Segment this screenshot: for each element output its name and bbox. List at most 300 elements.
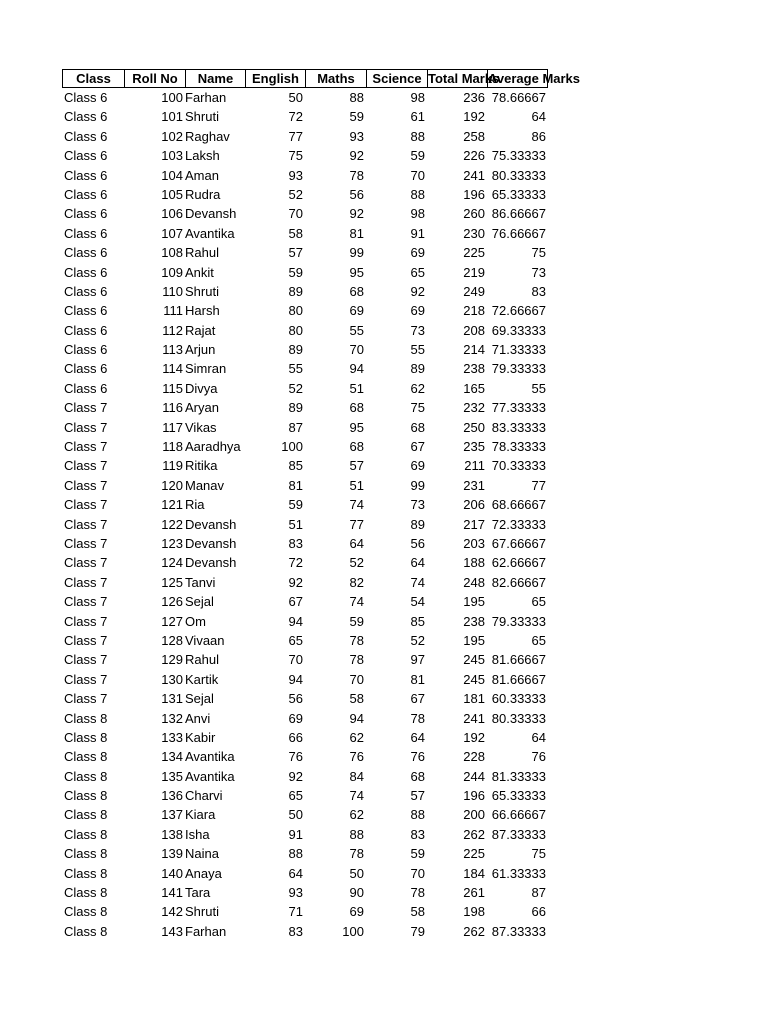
cell-total-marks[interactable]: 260: [463, 206, 485, 222]
cell-name[interactable]: Farhan: [185, 90, 227, 105]
cell-maths[interactable]: 78: [349, 846, 364, 862]
cell-class[interactable]: Class 7: [64, 613, 108, 629]
cell-class[interactable]: Class 6: [64, 225, 108, 241]
cell-total-marks[interactable]: 196: [463, 788, 485, 804]
cell-class[interactable]: Class 8: [64, 768, 108, 784]
cell-total-marks[interactable]: 192: [463, 109, 485, 125]
cell-english[interactable]: 75: [288, 148, 303, 164]
cell-total-marks[interactable]: 232: [463, 400, 485, 416]
cell-maths[interactable]: 62: [349, 729, 364, 745]
cell-maths[interactable]: 90: [349, 885, 364, 901]
cell-maths[interactable]: 88: [349, 90, 364, 105]
cell-roll-no[interactable]: 126: [161, 594, 183, 610]
cell-name[interactable]: Avantika: [185, 768, 235, 784]
cell-average-marks[interactable]: 83.33333: [491, 419, 546, 435]
cell-english[interactable]: 70: [288, 652, 303, 668]
cell-english[interactable]: 72: [288, 555, 303, 571]
cell-average-marks[interactable]: 72.33333: [491, 516, 546, 532]
cell-science[interactable]: 69: [410, 458, 425, 474]
cell-english[interactable]: 55: [288, 361, 303, 377]
cell-name[interactable]: Rudra: [185, 186, 221, 202]
cell-name[interactable]: Isha: [185, 826, 210, 842]
cell-name[interactable]: Shruti: [185, 109, 219, 125]
cell-class[interactable]: Class 6: [64, 148, 108, 164]
cell-total-marks[interactable]: 250: [463, 419, 485, 435]
cell-science[interactable]: 55: [410, 342, 425, 358]
cell-roll-no[interactable]: 103: [161, 148, 183, 164]
cell-maths[interactable]: 93: [349, 128, 364, 144]
cell-class[interactable]: Class 7: [64, 419, 108, 435]
cell-name[interactable]: Rahul: [185, 245, 219, 261]
cell-name[interactable]: Manav: [185, 477, 225, 493]
cell-total-marks[interactable]: 262: [463, 826, 485, 842]
header-science[interactable]: Science: [367, 70, 428, 87]
cell-total-marks[interactable]: 200: [463, 807, 485, 823]
cell-roll-no[interactable]: 127: [161, 613, 183, 629]
cell-name[interactable]: Avantika: [185, 749, 235, 765]
cell-name[interactable]: Devansh: [185, 206, 237, 222]
cell-total-marks[interactable]: 245: [463, 652, 485, 668]
cell-class[interactable]: Class 6: [64, 109, 108, 125]
cell-roll-no[interactable]: 129: [161, 652, 183, 668]
cell-science[interactable]: 88: [410, 186, 425, 202]
cell-maths[interactable]: 76: [349, 749, 364, 765]
cell-science[interactable]: 99: [410, 477, 425, 493]
cell-maths[interactable]: 68: [349, 439, 364, 455]
cell-name[interactable]: Laksh: [185, 148, 220, 164]
cell-roll-no[interactable]: 109: [161, 264, 183, 280]
cell-average-marks[interactable]: 65.33333: [491, 186, 546, 202]
cell-name[interactable]: Vivaan: [185, 632, 225, 648]
cell-maths[interactable]: 92: [349, 206, 364, 222]
header-name[interactable]: Name: [186, 70, 246, 87]
cell-average-marks[interactable]: 55: [531, 380, 546, 396]
cell-average-marks[interactable]: 78.33333: [491, 439, 546, 455]
cell-name[interactable]: Kabir: [185, 729, 216, 745]
cell-name[interactable]: Naina: [185, 846, 219, 862]
cell-total-marks[interactable]: 228: [463, 749, 485, 765]
cell-maths[interactable]: 59: [349, 613, 364, 629]
cell-average-marks[interactable]: 76: [531, 749, 546, 765]
cell-total-marks[interactable]: 258: [463, 128, 485, 144]
cell-english[interactable]: 89: [288, 283, 303, 299]
cell-average-marks[interactable]: 83: [531, 283, 546, 299]
cell-science[interactable]: 73: [410, 322, 425, 338]
cell-total-marks[interactable]: 238: [463, 361, 485, 377]
cell-english[interactable]: 80: [288, 303, 303, 319]
cell-total-marks[interactable]: 195: [463, 594, 485, 610]
cell-average-marks[interactable]: 77.33333: [491, 400, 546, 416]
cell-class[interactable]: Class 8: [64, 826, 108, 842]
cell-class[interactable]: Class 6: [64, 342, 108, 358]
cell-name[interactable]: Anvi: [185, 710, 211, 726]
cell-average-marks[interactable]: 81.33333: [491, 768, 546, 784]
cell-roll-no[interactable]: 132: [161, 710, 183, 726]
cell-science[interactable]: 68: [410, 419, 425, 435]
cell-name[interactable]: Aman: [185, 167, 219, 183]
cell-class[interactable]: Class 6: [64, 264, 108, 280]
cell-science[interactable]: 83: [410, 826, 425, 842]
cell-average-marks[interactable]: 65: [531, 632, 546, 648]
cell-name[interactable]: Ria: [185, 497, 205, 513]
cell-average-marks[interactable]: 79.33333: [491, 361, 546, 377]
cell-science[interactable]: 69: [410, 303, 425, 319]
cell-total-marks[interactable]: 195: [463, 632, 485, 648]
cell-science[interactable]: 61: [410, 109, 425, 125]
cell-roll-no[interactable]: 108: [161, 245, 183, 261]
cell-roll-no[interactable]: 112: [162, 322, 183, 338]
cell-average-marks[interactable]: 65: [531, 594, 546, 610]
cell-english[interactable]: 83: [288, 535, 303, 551]
cell-total-marks[interactable]: 165: [463, 380, 485, 396]
cell-class[interactable]: Class 7: [64, 497, 108, 513]
cell-english[interactable]: 58: [288, 225, 303, 241]
cell-english[interactable]: 51: [288, 516, 303, 532]
cell-science[interactable]: 74: [410, 574, 425, 590]
cell-average-marks[interactable]: 72.66667: [491, 303, 546, 319]
cell-total-marks[interactable]: 261: [463, 885, 485, 901]
cell-class[interactable]: Class 8: [64, 749, 108, 765]
cell-roll-no[interactable]: 131: [161, 691, 183, 707]
cell-english[interactable]: 80: [288, 322, 303, 338]
cell-science[interactable]: 89: [410, 361, 425, 377]
cell-average-marks[interactable]: 75.33333: [491, 148, 546, 164]
cell-maths[interactable]: 64: [349, 535, 364, 551]
cell-class[interactable]: Class 6: [64, 128, 108, 144]
cell-roll-no[interactable]: 124: [161, 555, 183, 571]
cell-class[interactable]: Class 7: [64, 516, 108, 532]
cell-science[interactable]: 54: [410, 594, 425, 610]
cell-average-marks[interactable]: 60.33333: [491, 691, 546, 707]
cell-class[interactable]: Class 6: [64, 245, 108, 261]
cell-maths[interactable]: 78: [349, 652, 364, 668]
cell-english[interactable]: 52: [288, 380, 303, 396]
cell-roll-no[interactable]: 139: [161, 846, 183, 862]
cell-class[interactable]: Class 6: [64, 206, 108, 222]
cell-english[interactable]: 56: [288, 691, 303, 707]
cell-total-marks[interactable]: 235: [463, 439, 485, 455]
cell-roll-no[interactable]: 134: [161, 749, 183, 765]
cell-total-marks[interactable]: 188: [463, 555, 485, 571]
cell-science[interactable]: 89: [410, 516, 425, 532]
cell-maths[interactable]: 69: [349, 303, 364, 319]
cell-average-marks[interactable]: 76.66667: [491, 225, 546, 241]
cell-total-marks[interactable]: 203: [463, 535, 485, 551]
cell-roll-no[interactable]: 113: [162, 342, 183, 358]
cell-name[interactable]: Shruti: [185, 904, 219, 920]
cell-class[interactable]: Class 7: [64, 477, 108, 493]
cell-average-marks[interactable]: 87.33333: [491, 923, 546, 939]
cell-english[interactable]: 83: [288, 923, 303, 939]
cell-roll-no[interactable]: 111: [163, 303, 183, 319]
cell-name[interactable]: Rahul: [185, 652, 219, 668]
cell-total-marks[interactable]: 236: [463, 90, 485, 105]
cell-total-marks[interactable]: 206: [463, 497, 485, 513]
cell-name[interactable]: Simran: [185, 361, 227, 377]
cell-science[interactable]: 62: [410, 380, 425, 396]
cell-maths[interactable]: 56: [349, 186, 364, 202]
cell-class[interactable]: Class 8: [64, 729, 108, 745]
cell-total-marks[interactable]: 192: [463, 729, 485, 745]
cell-science[interactable]: 76: [410, 749, 425, 765]
cell-maths[interactable]: 78: [349, 167, 364, 183]
cell-name[interactable]: Kiara: [185, 807, 216, 823]
cell-science[interactable]: 70: [410, 865, 425, 881]
cell-roll-no[interactable]: 106: [161, 206, 183, 222]
cell-class[interactable]: Class 8: [64, 788, 108, 804]
cell-roll-no[interactable]: 118: [162, 439, 183, 455]
cell-class[interactable]: Class 8: [64, 807, 108, 823]
cell-total-marks[interactable]: 214: [463, 342, 485, 358]
cell-average-marks[interactable]: 62.66667: [491, 555, 546, 571]
cell-class[interactable]: Class 8: [64, 885, 108, 901]
cell-roll-no[interactable]: 136: [161, 788, 183, 804]
cell-maths[interactable]: 78: [349, 632, 364, 648]
cell-name[interactable]: Rajat: [185, 322, 216, 338]
cell-total-marks[interactable]: 211: [464, 458, 485, 474]
cell-total-marks[interactable]: 225: [463, 245, 485, 261]
cell-average-marks[interactable]: 78.66667: [491, 90, 546, 105]
cell-science[interactable]: 85: [410, 613, 425, 629]
cell-english[interactable]: 92: [288, 574, 303, 590]
cell-science[interactable]: 69: [410, 245, 425, 261]
cell-average-marks[interactable]: 87: [531, 885, 546, 901]
cell-average-marks[interactable]: 81.66667: [491, 652, 546, 668]
cell-name[interactable]: Kartik: [185, 671, 219, 687]
cell-science[interactable]: 92: [410, 283, 425, 299]
cell-science[interactable]: 78: [410, 885, 425, 901]
cell-roll-no[interactable]: 130: [161, 671, 183, 687]
cell-maths[interactable]: 88: [349, 826, 364, 842]
cell-english[interactable]: 65: [288, 788, 303, 804]
cell-class[interactable]: Class 6: [64, 322, 108, 338]
cell-total-marks[interactable]: 241: [463, 167, 485, 183]
cell-average-marks[interactable]: 64: [531, 729, 546, 745]
cell-maths[interactable]: 92: [349, 148, 364, 164]
cell-average-marks[interactable]: 68.66667: [491, 497, 546, 513]
cell-maths[interactable]: 70: [349, 342, 364, 358]
cell-maths[interactable]: 62: [349, 807, 364, 823]
cell-roll-no[interactable]: 142: [161, 904, 183, 920]
cell-class[interactable]: Class 7: [64, 691, 108, 707]
header-maths[interactable]: Maths: [306, 70, 367, 87]
cell-maths[interactable]: 68: [349, 283, 364, 299]
cell-maths[interactable]: 52: [349, 555, 364, 571]
cell-science[interactable]: 78: [410, 710, 425, 726]
cell-english[interactable]: 94: [288, 613, 303, 629]
cell-maths[interactable]: 84: [349, 768, 364, 784]
cell-name[interactable]: Devansh: [185, 555, 237, 571]
cell-name[interactable]: Vikas: [185, 419, 217, 435]
cell-science[interactable]: 81: [410, 671, 425, 687]
cell-science[interactable]: 52: [410, 632, 425, 648]
cell-class[interactable]: Class 6: [64, 303, 108, 319]
cell-english[interactable]: 89: [288, 342, 303, 358]
cell-science[interactable]: 57: [410, 788, 425, 804]
cell-class[interactable]: Class 6: [64, 361, 108, 377]
cell-english[interactable]: 100: [281, 439, 303, 455]
cell-roll-no[interactable]: 141: [161, 885, 183, 901]
cell-average-marks[interactable]: 77: [531, 477, 546, 493]
cell-maths[interactable]: 51: [349, 380, 364, 396]
cell-english[interactable]: 50: [288, 90, 303, 105]
cell-science[interactable]: 88: [410, 807, 425, 823]
cell-english[interactable]: 94: [288, 671, 303, 687]
cell-roll-no[interactable]: 123: [161, 535, 183, 551]
cell-class[interactable]: Class 7: [64, 458, 108, 474]
cell-english[interactable]: 57: [288, 245, 303, 261]
cell-total-marks[interactable]: 249: [463, 283, 485, 299]
cell-total-marks[interactable]: 245: [463, 671, 485, 687]
cell-total-marks[interactable]: 196: [463, 186, 485, 202]
cell-english[interactable]: 76: [288, 749, 303, 765]
cell-class[interactable]: Class 7: [64, 632, 108, 648]
cell-class[interactable]: Class 7: [64, 535, 108, 551]
cell-average-marks[interactable]: 75: [531, 245, 546, 261]
cell-maths[interactable]: 74: [349, 788, 364, 804]
cell-average-marks[interactable]: 69.33333: [491, 322, 546, 338]
cell-science[interactable]: 88: [410, 128, 425, 144]
cell-name[interactable]: Aryan: [185, 400, 219, 416]
cell-class[interactable]: Class 8: [64, 865, 108, 881]
cell-total-marks[interactable]: 230: [463, 225, 485, 241]
cell-science[interactable]: 68: [410, 768, 425, 784]
cell-maths[interactable]: 58: [349, 691, 364, 707]
cell-science[interactable]: 70: [410, 167, 425, 183]
cell-maths[interactable]: 57: [349, 458, 364, 474]
cell-average-marks[interactable]: 80.33333: [491, 167, 546, 183]
cell-roll-no[interactable]: 140: [161, 865, 183, 881]
cell-english[interactable]: 93: [288, 167, 303, 183]
cell-maths[interactable]: 50: [349, 865, 364, 881]
cell-average-marks[interactable]: 65.33333: [491, 788, 546, 804]
cell-english[interactable]: 66: [288, 729, 303, 745]
cell-average-marks[interactable]: 81.66667: [491, 671, 546, 687]
cell-name[interactable]: Tanvi: [185, 574, 216, 590]
cell-maths[interactable]: 95: [349, 419, 364, 435]
cell-science[interactable]: 98: [410, 90, 425, 105]
cell-total-marks[interactable]: 248: [463, 574, 485, 590]
cell-roll-no[interactable]: 104: [161, 167, 183, 183]
cell-science[interactable]: 65: [410, 264, 425, 280]
cell-science[interactable]: 64: [410, 555, 425, 571]
cell-average-marks[interactable]: 66: [531, 904, 546, 920]
cell-class[interactable]: Class 7: [64, 652, 108, 668]
cell-class[interactable]: Class 6: [64, 380, 108, 396]
cell-class[interactable]: Class 8: [64, 904, 108, 920]
cell-total-marks[interactable]: 198: [463, 904, 485, 920]
cell-english[interactable]: 59: [288, 497, 303, 513]
cell-maths[interactable]: 59: [349, 109, 364, 125]
cell-average-marks[interactable]: 73: [531, 264, 546, 280]
cell-science[interactable]: 56: [410, 535, 425, 551]
cell-total-marks[interactable]: 231: [463, 477, 485, 493]
cell-average-marks[interactable]: 82.66667: [491, 574, 546, 590]
cell-roll-no[interactable]: 128: [161, 632, 183, 648]
cell-science[interactable]: 97: [410, 652, 425, 668]
cell-maths[interactable]: 68: [349, 400, 364, 416]
cell-english[interactable]: 50: [288, 807, 303, 823]
cell-english[interactable]: 72: [288, 109, 303, 125]
cell-roll-no[interactable]: 137: [161, 807, 183, 823]
cell-roll-no[interactable]: 115: [162, 380, 183, 396]
cell-science[interactable]: 75: [410, 400, 425, 416]
cell-class[interactable]: Class 6: [64, 186, 108, 202]
cell-english[interactable]: 88: [288, 846, 303, 862]
cell-science[interactable]: 79: [410, 923, 425, 939]
cell-average-marks[interactable]: 75: [531, 846, 546, 862]
cell-class[interactable]: Class 7: [64, 400, 108, 416]
cell-name[interactable]: Shruti: [185, 283, 219, 299]
cell-english[interactable]: 77: [288, 128, 303, 144]
cell-class[interactable]: Class 8: [64, 710, 108, 726]
cell-total-marks[interactable]: 218: [463, 303, 485, 319]
cell-name[interactable]: Sejal: [185, 594, 214, 610]
cell-total-marks[interactable]: 181: [463, 691, 485, 707]
cell-maths[interactable]: 99: [349, 245, 364, 261]
cell-average-marks[interactable]: 86: [531, 128, 546, 144]
cell-maths[interactable]: 74: [349, 497, 364, 513]
cell-average-marks[interactable]: 64: [531, 109, 546, 125]
cell-name[interactable]: Tara: [185, 885, 211, 901]
cell-maths[interactable]: 51: [349, 477, 364, 493]
cell-total-marks[interactable]: 219: [463, 264, 485, 280]
cell-roll-no[interactable]: 102: [161, 128, 183, 144]
cell-class[interactable]: Class 7: [64, 555, 108, 571]
cell-science[interactable]: 59: [410, 846, 425, 862]
cell-english[interactable]: 92: [288, 768, 303, 784]
cell-average-marks[interactable]: 80.33333: [491, 710, 546, 726]
cell-english[interactable]: 59: [288, 264, 303, 280]
cell-roll-no[interactable]: 138: [161, 826, 183, 842]
cell-class[interactable]: Class 6: [64, 283, 108, 299]
cell-total-marks[interactable]: 241: [463, 710, 485, 726]
cell-total-marks[interactable]: 262: [463, 923, 485, 939]
cell-name[interactable]: Harsh: [185, 303, 220, 319]
cell-class[interactable]: Class 7: [64, 439, 108, 455]
cell-total-marks[interactable]: 238: [463, 613, 485, 629]
cell-english[interactable]: 67: [288, 594, 303, 610]
cell-roll-no[interactable]: 120: [161, 477, 183, 493]
cell-name[interactable]: Charvi: [185, 788, 223, 804]
cell-roll-no[interactable]: 121: [161, 497, 183, 513]
cell-average-marks[interactable]: 70.33333: [491, 458, 546, 474]
cell-name[interactable]: Ritika: [185, 458, 218, 474]
cell-name[interactable]: Aaradhya: [185, 439, 241, 455]
cell-class[interactable]: Class 8: [64, 846, 108, 862]
cell-name[interactable]: Om: [185, 613, 206, 629]
header-english[interactable]: English: [246, 70, 306, 87]
cell-english[interactable]: 87: [288, 419, 303, 435]
cell-roll-no[interactable]: 143: [161, 923, 183, 939]
cell-roll-no[interactable]: 101: [161, 109, 183, 125]
cell-roll-no[interactable]: 116: [162, 400, 183, 416]
cell-science[interactable]: 67: [410, 439, 425, 455]
cell-roll-no[interactable]: 119: [162, 458, 183, 474]
header-roll-no[interactable]: Roll No: [125, 70, 186, 87]
cell-average-marks[interactable]: 87.33333: [491, 826, 546, 842]
cell-total-marks[interactable]: 184: [463, 865, 485, 881]
cell-name[interactable]: Arjun: [185, 342, 216, 358]
cell-name[interactable]: Devansh: [185, 516, 237, 532]
cell-maths[interactable]: 77: [349, 516, 364, 532]
cell-roll-no[interactable]: 125: [161, 574, 183, 590]
cell-english[interactable]: 89: [288, 400, 303, 416]
cell-roll-no[interactable]: 117: [162, 419, 183, 435]
cell-roll-no[interactable]: 100: [161, 90, 183, 105]
cell-class[interactable]: Class 7: [64, 594, 108, 610]
cell-english[interactable]: 64: [288, 865, 303, 881]
